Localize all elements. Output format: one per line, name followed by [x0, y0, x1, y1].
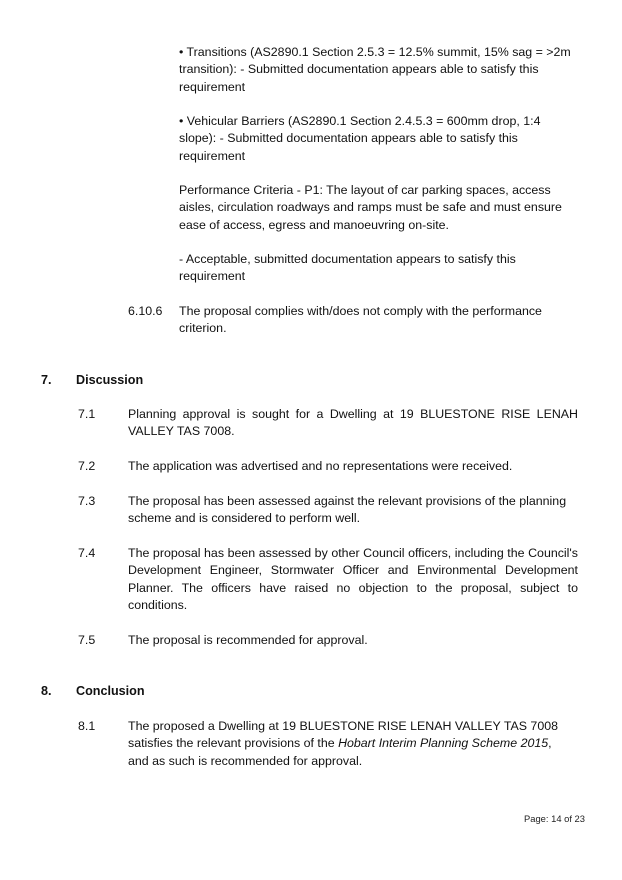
item-text: The proposal is recommended for approval.: [128, 633, 368, 647]
clause-text: The proposal complies with/does not comply with the performance criterion.: [179, 304, 542, 336]
section-number: 7.: [41, 373, 52, 387]
scheme-name: Hobart Interim Planning Scheme 2015: [338, 736, 549, 751]
item-text: The application was advertised and no representations were received.: [128, 459, 513, 473]
vehicular-barriers-criterion: • Vehicular Barriers (AS2890.1 Section 2.4.5.3 = 600mm drop, 1:4 slope): - Submitted documentation appears able to satisfy this requirement: [179, 114, 541, 163]
item-text: The proposal has been assessed against the relevant provisions of the planning scheme and is considered to perform well.: [128, 494, 567, 526]
item-number: 7.2: [78, 459, 96, 473]
section-heading: Discussion: [76, 373, 144, 387]
item-number: 7.3: [78, 494, 96, 508]
item-number: 7.5: [78, 633, 96, 647]
conclusion-text-end: , and as such is recommended for approval.: [128, 736, 552, 768]
section-number: 8.: [41, 684, 52, 698]
performance-criteria-p1: Performance Criteria - P1: The layout of car parking spaces, access aisles, circulation roadways and ramps must be safe and must ensure ease of access, egress and manoeuvring on-site.: [179, 183, 562, 232]
transitions-criterion: • Transitions (AS2890.1 Section 2.5.3 = 12.5% summit, 15% sag = >2m transition): - Submitted documentation appears able to satisfy this requirement: [179, 45, 571, 94]
section-heading: Conclusion: [76, 684, 145, 698]
acceptable-note: - Acceptable, submitted documentation appears to satisfy this requirement: [179, 252, 516, 284]
conclusion-text: [128, 718, 558, 770]
item-number: 7.4: [78, 546, 96, 560]
item-text: The proposal has been assessed by other Council officers, including the Council's Development Engineer, Stormwater Officer and Environmental Development Planner. The officers have raised no objection to the proposal, subject to conditions.: [128, 546, 578, 613]
item-number: 7.1: [78, 407, 96, 421]
clause-number: 6.10.6: [128, 304, 163, 318]
item-number: 8.1: [78, 719, 96, 733]
conclusion-text-start: The proposed a Dwelling at 19 BLUESTONE RISE LENAH VALLEY TAS 7008 satisfies the relevant provisions of the: [128, 719, 558, 751]
item-text: Planning approval is sought for a Dwelling at 19 BLUESTONE RISE LENAH VALLEY TAS 7008.: [128, 407, 578, 439]
page-number: Page: 14 of 23: [524, 813, 585, 824]
